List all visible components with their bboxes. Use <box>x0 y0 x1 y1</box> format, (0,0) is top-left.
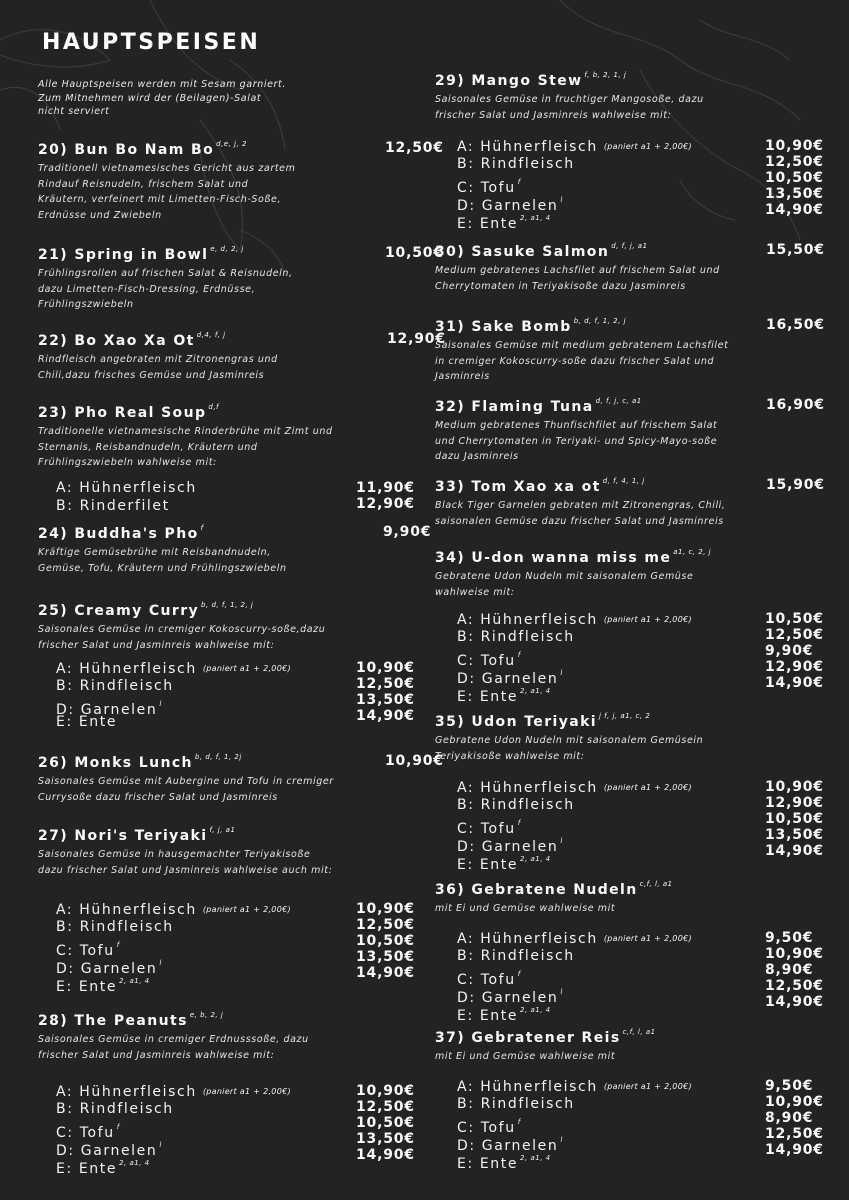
dish-name-text: 29) Mango Stew <box>435 73 583 89</box>
option-note: (paniert a1 + 2,00€) <box>202 664 291 673</box>
description-line: mit Ei und Gemüse wahlweise mit <box>435 1051 616 1062</box>
option-name: D: Garnelen <box>457 198 559 214</box>
option-name: E: Ente <box>457 1156 519 1172</box>
option-price: 14,90€ <box>765 1142 824 1158</box>
option-label <box>56 660 291 678</box>
description-line: dazu Jasminreis <box>435 451 519 462</box>
allergen-codes: f <box>200 524 204 532</box>
description-line: Medium gebratenes Lachsfilet auf frischem Salat und <box>435 265 720 276</box>
allergen-codes: d, f, j, a1 <box>611 242 648 250</box>
option-price: 10,90€ <box>356 660 415 676</box>
allergen-codes: l <box>159 1141 162 1149</box>
dish-name <box>38 403 219 421</box>
allergen-codes: a1, c, 2, j <box>673 548 712 556</box>
dish-name-text: 35) Udon Teriyaki <box>435 714 597 730</box>
allergen-codes: l <box>159 959 162 967</box>
option-price: 10,50€ <box>356 933 415 949</box>
description-line: Frühlingszwiebeln wahlweise mit: <box>38 457 217 468</box>
dish-name-text: 27) Nori's Teriyaki <box>38 828 208 844</box>
description-line: Chili,dazu frisches Gemüse und Jasminreis <box>38 369 265 381</box>
allergen-codes: l <box>560 1136 563 1144</box>
dish-name-text: 25) Creamy Curry <box>38 603 200 619</box>
option-name: A: Hühnerfleisch <box>56 1084 197 1100</box>
dish-name-text: 22) Bo Xao Xa Ot <box>38 333 195 349</box>
dish-name-text: 20) Bun Bo Nam Bo <box>38 142 215 158</box>
option-name: D: Garnelen <box>56 1143 158 1159</box>
option-price: 10,90€ <box>765 779 824 795</box>
option-price: 13,50€ <box>765 827 824 843</box>
option-name: C: Tofu <box>56 1125 115 1141</box>
description-line: Medium gebratenes Thunfischfilet auf frischem Salat <box>435 420 718 431</box>
allergen-codes: l <box>159 700 162 708</box>
option-name: B: Rindfleisch <box>457 948 575 964</box>
description-line: wahlweise mit: <box>435 586 515 598</box>
option-label <box>56 714 117 731</box>
option-label <box>457 779 692 797</box>
option-label <box>56 678 174 695</box>
option-name: E: Ente <box>457 689 519 705</box>
allergen-codes: c,f, l, a1 <box>622 1028 656 1036</box>
option-label <box>56 1101 174 1118</box>
description-line: dazu frischer Salat und Jasminreis wahlweise auch mit: <box>38 864 333 876</box>
dish-name <box>435 1028 656 1046</box>
description-line: Saisonales Gemüse mit medium gebratenem Lachsfilet <box>435 340 729 351</box>
option-name: E: Ente <box>457 216 519 232</box>
allergen-codes: e, d, 2, j <box>210 245 244 253</box>
dish-price: 10,90€ <box>385 753 444 769</box>
intro-line: Zum Mitnehmen wird der (Beilagen)-Salat <box>38 92 262 104</box>
option-price: 10,50€ <box>356 1115 415 1131</box>
option-price: 12,50€ <box>356 676 415 692</box>
option-name: C: Tofu <box>457 653 516 669</box>
option-price: 14,90€ <box>765 675 824 691</box>
description-line: Saisonales Gemüse in hausgemachter Teriyakisoße <box>38 849 311 860</box>
option-label <box>457 948 575 965</box>
dish-name-text: 28) The Peanuts <box>38 1013 188 1029</box>
option-price: 12,50€ <box>765 154 824 170</box>
option-price: 13,50€ <box>356 1131 415 1147</box>
dish-description <box>435 92 704 123</box>
allergen-codes: f <box>517 651 521 659</box>
option-price: 12,50€ <box>356 1099 415 1115</box>
dish-name-text: 31) Sake Bomb <box>435 319 572 335</box>
dish-description <box>38 161 295 223</box>
dish-description <box>38 424 333 471</box>
option-note: (paniert a1 + 2,00€) <box>202 905 291 914</box>
option-price: 10,90€ <box>356 901 415 917</box>
option-name: A: Hühnerfleisch <box>56 661 197 677</box>
dish-description <box>435 1049 615 1065</box>
description-line: Rindfleisch angebraten mit Zitronengras und <box>38 354 278 365</box>
allergen-codes: b, d, f, 1, 2, j <box>573 317 627 325</box>
option-name: D: Garnelen <box>457 1138 559 1154</box>
option-note: (paniert a1 + 2,00€) <box>603 934 692 943</box>
option-price: 13,50€ <box>356 949 415 965</box>
dish-name-text: 34) U-don wanna miss me <box>435 550 672 566</box>
allergen-codes: d,e, j, 2 <box>216 140 247 148</box>
option-price: 13,50€ <box>765 186 824 202</box>
description-line: frischer Salat und Jasminreis wahlweise mit: <box>435 109 672 121</box>
option-price: 12,90€ <box>765 659 824 675</box>
option-name: B: Rindfleisch <box>457 629 575 645</box>
option-label <box>457 797 575 814</box>
dish-description <box>38 774 334 805</box>
option-price: 8,90€ <box>765 1110 814 1126</box>
option-price: 10,50€ <box>765 611 824 627</box>
allergen-codes: l <box>560 669 563 677</box>
option-name: D: Garnelen <box>56 961 158 977</box>
dish-name <box>38 245 244 263</box>
dish-price: 10,50€ <box>385 245 444 261</box>
allergen-codes: j f, j, a1, c, 2 <box>598 712 651 720</box>
allergen-codes: f, j, a1 <box>209 826 236 834</box>
option-price: 9,90€ <box>765 643 814 659</box>
option-price: 11,90€ <box>356 480 415 496</box>
description-line: Saisonales Gemüse in cremiger Erdnusssoße, dazu <box>38 1034 309 1045</box>
option-price: 10,90€ <box>765 138 824 154</box>
option-price: 12,50€ <box>765 627 824 643</box>
dish-name <box>38 753 242 771</box>
dish-name <box>38 140 247 158</box>
option-label <box>457 1078 692 1096</box>
option-name: A: Hühnerfleisch <box>457 780 598 796</box>
allergen-codes: d, f, j, c, a1 <box>595 397 642 405</box>
allergen-codes: e, b, 2, j <box>189 1011 224 1019</box>
option-price: 14,90€ <box>356 1147 415 1163</box>
option-label <box>457 1096 575 1113</box>
dish-description <box>435 263 720 294</box>
allergen-codes: f, b, 2, 1, j <box>584 71 627 79</box>
description-line: Kräutern, verfeinert mit Limetten-Fisch-Soße, <box>38 194 282 205</box>
option-name: C: Tofu <box>457 972 516 988</box>
option-label <box>457 611 692 629</box>
option-label <box>56 480 197 497</box>
option-name: E: Ente <box>56 714 118 730</box>
dish-name <box>435 71 626 89</box>
dish-description <box>435 901 615 917</box>
option-name: B: Rindfleisch <box>56 1101 174 1117</box>
dish-name <box>38 524 204 542</box>
description-line: Gebratene Udon Nudeln mit saisonalem Gemüsein <box>435 735 704 746</box>
dish-name-text: 32) Flaming Tuna <box>435 399 594 415</box>
option-note: (paniert a1 + 2,00€) <box>202 1087 291 1096</box>
option-name: D: Garnelen <box>457 990 559 1006</box>
option-price: 9,50€ <box>765 930 814 946</box>
dish-price: 15,90€ <box>766 477 825 493</box>
allergen-codes: b, d, f, 1, 2j <box>194 753 242 761</box>
option-label <box>457 138 692 156</box>
dish-description <box>435 569 693 600</box>
dish-description <box>38 545 287 576</box>
option-price: 14,90€ <box>356 965 415 981</box>
description-line: Saisonales Gemüse in fruchtiger Mangosoße, dazu <box>435 94 704 105</box>
option-name: B: Rindfleisch <box>457 1096 575 1112</box>
description-line: Erdnüsse und Zwiebeln <box>38 209 162 221</box>
description-line: Cherrytomaten in Teriyakisoße dazu Jasminreis <box>435 280 686 292</box>
option-label <box>457 1002 551 1025</box>
option-label <box>457 210 551 233</box>
dish-name-text: 30) Sasuke Salmon <box>435 244 610 260</box>
option-price: 12,50€ <box>765 978 824 994</box>
option-name: A: Hühnerfleisch <box>56 480 197 496</box>
option-name: B: Rinderfilet <box>56 498 170 514</box>
allergen-codes: d,f <box>208 403 220 411</box>
option-price: 10,90€ <box>765 946 824 962</box>
option-label <box>56 973 150 996</box>
option-label <box>56 498 170 515</box>
dish-name-text: 37) Gebratener Reis <box>435 1030 621 1046</box>
description-line: Teriyakisoße wahlweise mit: <box>435 750 585 762</box>
allergen-codes: f <box>116 941 120 949</box>
allergen-codes: 2, a1, 4 <box>520 687 551 695</box>
option-price: 10,90€ <box>765 1094 824 1110</box>
page-title: HAUPTSPEISEN <box>42 30 261 55</box>
option-label <box>56 919 174 936</box>
dish-description <box>435 498 726 529</box>
option-name: E: Ente <box>56 979 118 995</box>
allergen-codes: f <box>517 970 521 978</box>
dish-name <box>435 242 648 260</box>
option-label <box>457 1150 551 1173</box>
option-note: (paniert a1 + 2,00€) <box>603 615 692 624</box>
option-name: A: Hühnerfleisch <box>457 139 598 155</box>
option-price: 9,50€ <box>765 1078 814 1094</box>
option-name: E: Ente <box>56 1161 118 1177</box>
option-note: (paniert a1 + 2,00€) <box>603 1082 692 1091</box>
option-name: D: Garnelen <box>457 839 559 855</box>
option-label <box>56 901 291 919</box>
option-price: 10,50€ <box>765 170 824 186</box>
allergen-codes: 2, a1, 4 <box>119 977 150 985</box>
option-price: 10,90€ <box>356 1083 415 1099</box>
option-name: B: Rindfleisch <box>457 156 575 172</box>
allergen-codes: d, f, 4, 1, j <box>602 477 645 485</box>
option-name: C: Tofu <box>457 1120 516 1136</box>
option-note: (paniert a1 + 2,00€) <box>603 783 692 792</box>
description-line: in cremiger Kokoscurry-soße dazu frischer Salat und <box>435 355 715 367</box>
allergen-codes: b, d, f, 1, 2, j <box>201 601 254 609</box>
description-line: Traditionell vietnamesisches Gericht aus zartem <box>38 163 296 174</box>
description-line: saisonalen Gemüse dazu frischer Salat und Jasminreis <box>435 515 724 527</box>
dish-price: 16,50€ <box>766 317 825 333</box>
intro-text <box>38 78 368 119</box>
dish-price: 12,50€ <box>385 140 444 156</box>
option-name: A: Hühnerfleisch <box>56 902 197 918</box>
option-name: E: Ente <box>457 1008 519 1024</box>
allergen-codes: f <box>517 178 521 186</box>
dish-price: 16,90€ <box>766 397 825 413</box>
option-name: A: Hühnerfleisch <box>457 931 598 947</box>
dish-name-text: 33) Tom Xao xa ot <box>435 479 601 495</box>
dish-name <box>38 601 253 619</box>
option-price: 12,50€ <box>765 1126 824 1142</box>
dish-name <box>38 826 235 844</box>
dish-name <box>435 397 642 415</box>
allergen-codes: 2, a1, 4 <box>520 1154 551 1162</box>
dish-name <box>38 331 226 349</box>
option-label <box>457 930 692 948</box>
dish-name-text: 21) Spring in Bowl <box>38 247 209 263</box>
dish-price: 15,50€ <box>766 242 825 258</box>
allergen-codes: 2, a1, 4 <box>520 214 551 222</box>
allergen-codes: l <box>560 196 563 204</box>
option-name: A: Hühnerfleisch <box>457 1079 598 1095</box>
description-line: Saisonales Gemüse in cremiger Kokoscurry-soße,dazu <box>38 624 326 635</box>
option-name: B: Rindfleisch <box>56 919 174 935</box>
option-name: B: Rindfleisch <box>56 678 174 694</box>
dish-price: 12,90€ <box>387 331 446 347</box>
description-line: Gemüse, Tofu, Kräutern und Frühlingszwiebeln <box>38 562 287 574</box>
dish-name <box>435 548 711 566</box>
option-label <box>56 1083 291 1101</box>
dish-description <box>38 622 325 653</box>
option-label <box>56 1155 150 1178</box>
option-name: B: Rindfleisch <box>457 797 575 813</box>
allergen-codes: f <box>517 1118 521 1126</box>
description-line: dazu Limetten-Fisch-Dressing, Erdnüsse, <box>38 283 256 295</box>
dish-name <box>38 1011 223 1029</box>
description-line: frischer Salat und Jasminreis wahlweise mit: <box>38 639 275 651</box>
allergen-codes: 2, a1, 4 <box>119 1159 150 1167</box>
dish-name <box>435 880 673 898</box>
description-line: Kräftige Gemüsebrühe mit Reisbandnudeln, <box>38 547 271 558</box>
allergen-codes: d,4, f, j <box>196 331 226 339</box>
description-line: Sternanis, Reisbandnudeln, Kräutern und <box>38 441 258 453</box>
dish-description <box>38 266 293 313</box>
allergen-codes: 2, a1, 4 <box>520 1006 551 1014</box>
option-price: 13,50€ <box>356 692 415 708</box>
description-line: Black Tiger Garnelen gebraten mit Zitronengras, Chili, <box>435 500 726 511</box>
option-label <box>457 629 575 646</box>
option-price: 14,90€ <box>356 708 415 724</box>
option-price: 12,90€ <box>356 496 415 512</box>
description-line: Saisonales Gemüse mit Aubergine und Tofu in cremiger <box>38 776 334 787</box>
intro-line: Alle Hauptspeisen werden mit Sesam garniert. <box>38 79 286 90</box>
description-line: frischer Salat und Jasminreis wahlweise mit: <box>38 1049 275 1061</box>
dish-description <box>38 1032 309 1063</box>
option-price: 14,90€ <box>765 202 824 218</box>
dish-description <box>435 733 703 764</box>
allergen-codes: 2, a1, 4 <box>520 855 551 863</box>
description-line: Rindauf Reisnudeln, frischem Salat und <box>38 178 249 190</box>
description-line: Traditionelle vietnamesische Rinderbrühe mit Zimt und <box>38 426 333 437</box>
allergen-codes: f <box>116 1123 120 1131</box>
option-name: D: Garnelen <box>56 702 158 718</box>
dish-description <box>435 418 717 465</box>
description-line: und Cherrytomaten in Teriyaki- und Spicy-Mayo-soße <box>435 435 718 447</box>
option-price: 14,90€ <box>765 843 824 859</box>
option-note: (paniert a1 + 2,00€) <box>603 142 692 151</box>
option-price: 12,50€ <box>356 917 415 933</box>
description-line: mit Ei und Gemüse wahlweise mit <box>435 903 616 914</box>
dish-name <box>435 477 645 495</box>
option-name: A: Hühnerfleisch <box>457 612 598 628</box>
allergen-codes: l <box>560 988 563 996</box>
option-price: 10,50€ <box>765 811 824 827</box>
option-name: C: Tofu <box>457 821 516 837</box>
intro-line: nicht serviert <box>38 106 110 117</box>
option-price: 8,90€ <box>765 962 814 978</box>
option-name: D: Garnelen <box>457 671 559 687</box>
allergen-codes: c,f, l, a1 <box>639 880 673 888</box>
dish-name-text: 36) Gebratene Nudeln <box>435 882 638 898</box>
dish-name <box>435 712 650 730</box>
option-name: C: Tofu <box>457 180 516 196</box>
option-name: C: Tofu <box>56 943 115 959</box>
option-price: 12,90€ <box>765 795 824 811</box>
dish-price: 9,90€ <box>383 524 432 540</box>
description-line: Currysoße dazu frischer Salat und Jasminreis <box>38 791 278 803</box>
option-label <box>457 851 551 874</box>
option-label <box>457 683 551 706</box>
allergen-codes: f <box>517 819 521 827</box>
dish-name <box>435 317 626 335</box>
dish-name-text: 24) Buddha's Pho <box>38 526 199 542</box>
dish-name-text: 26) Monks Lunch <box>38 755 193 771</box>
dish-description <box>38 352 278 383</box>
description-line: Frühlingsrollen auf frischen Salat & Reisnudeln, <box>38 268 293 279</box>
description-line: Frühlingszwiebeln <box>38 299 134 310</box>
option-price: 14,90€ <box>765 994 824 1010</box>
allergen-codes: l <box>560 837 563 845</box>
dish-description <box>38 847 332 878</box>
dish-description <box>435 338 728 385</box>
description-line: Gebratene Udon Nudeln mit saisonalem Gemüse <box>435 571 694 582</box>
description-line: Jasminreis <box>435 371 490 382</box>
dish-name-text: 23) Pho Real Soup <box>38 405 207 421</box>
option-label <box>457 156 575 173</box>
option-name: E: Ente <box>457 857 519 873</box>
